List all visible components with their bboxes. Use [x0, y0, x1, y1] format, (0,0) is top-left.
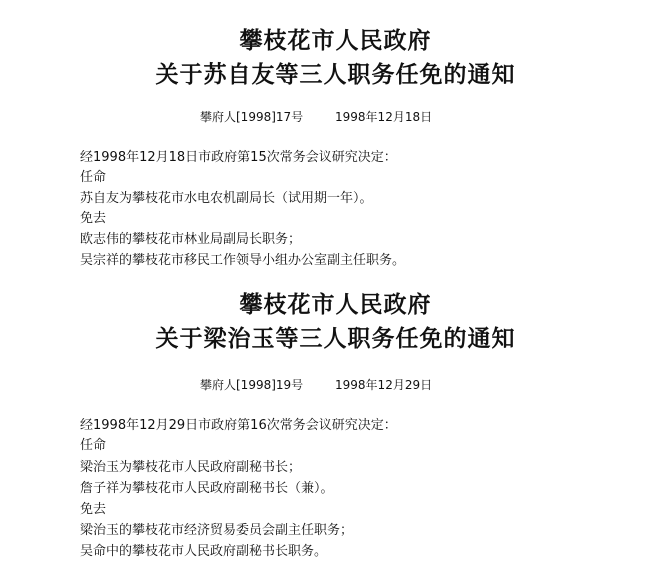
doc-number: 攀府人[1998]19号 [200, 378, 304, 392]
notice-title-line-1: 攀枝花市人民政府 [239, 292, 432, 318]
body-line: 苏自友为攀枝花市水电农机副局长（试用期一年）。 [80, 191, 373, 206]
body-line: 任命 [80, 438, 107, 453]
body-line: 梁治玉的攀枝花市经济贸易委员会副主任职务； [80, 523, 354, 538]
doc-number: 攀府人[1998]17号 [200, 110, 304, 124]
body-line: 免去 [80, 211, 107, 226]
body-line: 欧志伟的攀枝花市林业局副局长职务； [80, 232, 302, 247]
body-line: 经1998年12月18日市政府第15次常务会议研究决定： [80, 150, 397, 165]
notice-title-line-2: 关于苏自友等三人职务任免的通知 [155, 62, 516, 88]
notice-title-line-1: 攀枝花市人民政府 [239, 28, 432, 54]
doc-number-line [200, 376, 432, 393]
body-line: 梁治玉为攀枝花市人民政府副秘书长； [80, 460, 302, 475]
body-line: 经1998年12月29日市政府第16次常务会议研究决定： [80, 418, 397, 433]
doc-date: 1998年12月18日 [335, 110, 433, 124]
notice-title-line-2: 关于梁治玉等三人职务任免的通知 [155, 326, 516, 352]
body-line: 詹子祥为攀枝花市人民政府副秘书长（兼）。 [80, 481, 334, 496]
doc-number-line [200, 108, 432, 125]
body-line: 吴宗祥的攀枝花市移民工作领导小组办公室副主任职务。 [80, 253, 406, 268]
body-line: 吴命中的攀枝花市人民政府副秘书长职务。 [80, 544, 328, 559]
doc-date: 1998年12月29日 [335, 378, 433, 392]
body-line: 免去 [80, 502, 107, 517]
body-line: 任命 [80, 170, 107, 185]
